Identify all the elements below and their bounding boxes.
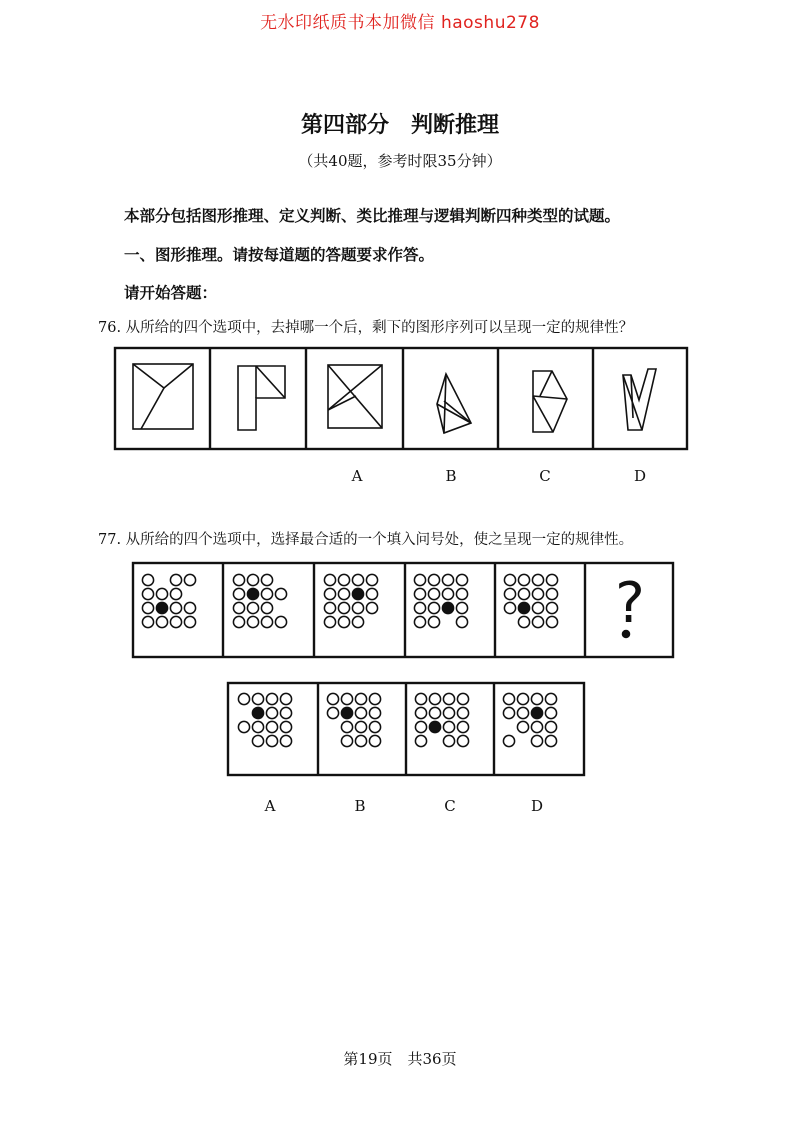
open-dot bbox=[517, 721, 528, 732]
open-dot bbox=[457, 693, 468, 704]
open-dot bbox=[457, 735, 468, 746]
filled-dot bbox=[518, 602, 529, 613]
open-dot bbox=[443, 707, 454, 718]
open-dot bbox=[142, 574, 153, 585]
q77-figure-1 bbox=[142, 574, 195, 627]
q77-figure-5 bbox=[504, 574, 557, 627]
open-dot bbox=[443, 693, 454, 704]
open-dot bbox=[366, 588, 377, 599]
open-dot bbox=[428, 574, 439, 585]
q77-option-c-label[interactable]: C bbox=[444, 797, 456, 815]
open-dot bbox=[518, 588, 529, 599]
open-dot bbox=[156, 588, 167, 599]
q77-option-a bbox=[238, 693, 291, 746]
q77-figure-3 bbox=[324, 574, 377, 627]
q77-figure-2 bbox=[233, 574, 286, 627]
open-dot bbox=[442, 588, 453, 599]
section-title: 第四部分 判断推理 bbox=[300, 113, 499, 138]
open-dot bbox=[355, 693, 366, 704]
open-dot bbox=[355, 721, 366, 732]
open-dot bbox=[352, 574, 363, 585]
open-dot bbox=[443, 721, 454, 732]
question-77-text: 77. 从所给的四个选项中，选择最合适的一个填入问号处，使之呈现一定的规律性。 bbox=[98, 532, 634, 548]
open-dot bbox=[338, 616, 349, 627]
open-dot bbox=[415, 721, 426, 732]
open-dot bbox=[355, 735, 366, 746]
q76-option-b-label[interactable]: B bbox=[445, 467, 457, 485]
q77-option-a-label[interactable]: A bbox=[264, 797, 276, 815]
open-dot bbox=[504, 574, 515, 585]
open-dot bbox=[324, 574, 335, 585]
open-dot bbox=[503, 735, 514, 746]
open-dot bbox=[238, 721, 249, 732]
open-dot bbox=[341, 693, 352, 704]
open-dot bbox=[532, 602, 543, 613]
open-dot bbox=[532, 616, 543, 627]
q76-option-d-label[interactable]: D bbox=[633, 467, 647, 485]
open-dot bbox=[338, 602, 349, 613]
open-dot bbox=[233, 588, 244, 599]
open-dot bbox=[456, 574, 467, 585]
intro-line-3: 请开始答题： bbox=[124, 284, 218, 302]
question-mark-cell: ? bbox=[615, 571, 645, 636]
open-dot bbox=[327, 707, 338, 718]
open-dot bbox=[504, 602, 515, 613]
open-dot bbox=[366, 602, 377, 613]
open-dot bbox=[503, 707, 514, 718]
filled-dot bbox=[429, 721, 440, 732]
open-dot bbox=[170, 616, 181, 627]
open-dot bbox=[142, 602, 153, 613]
open-dot bbox=[280, 735, 291, 746]
open-dot bbox=[428, 616, 439, 627]
open-dot bbox=[324, 588, 335, 599]
open-dot bbox=[443, 735, 454, 746]
open-dot bbox=[415, 707, 426, 718]
open-dot bbox=[266, 721, 277, 732]
open-dot bbox=[252, 693, 263, 704]
open-dot bbox=[266, 707, 277, 718]
open-dot bbox=[266, 735, 277, 746]
open-dot bbox=[261, 602, 272, 613]
q77-option-d bbox=[503, 693, 556, 746]
open-dot bbox=[280, 693, 291, 704]
open-dot bbox=[324, 616, 335, 627]
open-dot bbox=[517, 707, 528, 718]
q76-option-a-label[interactable]: A bbox=[351, 467, 363, 485]
open-dot bbox=[261, 574, 272, 585]
open-dot bbox=[531, 735, 542, 746]
open-dot bbox=[546, 588, 557, 599]
open-dot bbox=[414, 588, 425, 599]
open-dot bbox=[518, 574, 529, 585]
intro-line-1: 本部分包括图形推理、定义判断、类比推理与逻辑判断四种类型的试题。 bbox=[124, 207, 621, 225]
open-dot bbox=[546, 602, 557, 613]
page-number: 第19页 共36页 bbox=[343, 1050, 457, 1068]
filled-dot bbox=[531, 707, 542, 718]
q77-frame-top bbox=[133, 563, 673, 657]
question-76-text: 76. 从所给的四个选项中，去掉哪一个后，剩下的图形序列可以呈现一定的规律性？ bbox=[98, 320, 634, 336]
open-dot bbox=[518, 616, 529, 627]
open-dot bbox=[324, 602, 335, 613]
open-dot bbox=[457, 721, 468, 732]
open-dot bbox=[327, 693, 338, 704]
intro-line-2: 一、图形推理。请按每道题的答题要求作答。 bbox=[124, 246, 435, 264]
open-dot bbox=[532, 574, 543, 585]
q77-option-b-label[interactable]: B bbox=[354, 797, 366, 815]
open-dot bbox=[369, 735, 380, 746]
open-dot bbox=[369, 693, 380, 704]
open-dot bbox=[352, 602, 363, 613]
open-dot bbox=[457, 707, 468, 718]
open-dot bbox=[338, 574, 349, 585]
section-subtitle: （共40题，参考时限35分钟） bbox=[298, 152, 502, 170]
open-dot bbox=[247, 574, 258, 585]
q77-option-d-label[interactable]: D bbox=[530, 797, 544, 815]
open-dot bbox=[252, 721, 263, 732]
open-dot bbox=[142, 616, 153, 627]
open-dot bbox=[456, 602, 467, 613]
open-dot bbox=[503, 693, 514, 704]
open-dot bbox=[280, 721, 291, 732]
watermark-text: 无水印纸质书本加微信 haoshu278 bbox=[260, 13, 540, 33]
q76-option-c-label[interactable]: C bbox=[539, 467, 551, 485]
open-dot bbox=[233, 602, 244, 613]
open-dot bbox=[369, 707, 380, 718]
open-dot bbox=[247, 602, 258, 613]
open-dot bbox=[414, 602, 425, 613]
open-dot bbox=[415, 693, 426, 704]
open-dot bbox=[275, 616, 286, 627]
open-dot bbox=[261, 616, 272, 627]
open-dot bbox=[275, 588, 286, 599]
open-dot bbox=[338, 588, 349, 599]
q77-option-b bbox=[327, 693, 380, 746]
open-dot bbox=[252, 735, 263, 746]
open-dot bbox=[170, 602, 181, 613]
open-dot bbox=[352, 616, 363, 627]
open-dot bbox=[442, 574, 453, 585]
open-dot bbox=[184, 602, 195, 613]
filled-dot bbox=[442, 602, 453, 613]
q77-figure-4 bbox=[414, 574, 467, 627]
open-dot bbox=[233, 616, 244, 627]
open-dot bbox=[280, 707, 291, 718]
open-dot bbox=[429, 707, 440, 718]
open-dot bbox=[170, 588, 181, 599]
open-dot bbox=[428, 602, 439, 613]
open-dot bbox=[531, 721, 542, 732]
open-dot bbox=[456, 588, 467, 599]
open-dot bbox=[266, 693, 277, 704]
open-dot bbox=[414, 616, 425, 627]
open-dot bbox=[156, 616, 167, 627]
open-dot bbox=[517, 693, 528, 704]
open-dot bbox=[545, 707, 556, 718]
open-dot bbox=[184, 616, 195, 627]
open-dot bbox=[142, 588, 153, 599]
open-dot bbox=[545, 735, 556, 746]
open-dot bbox=[504, 588, 515, 599]
open-dot bbox=[170, 574, 181, 585]
open-dot bbox=[355, 707, 366, 718]
open-dot bbox=[545, 721, 556, 732]
open-dot bbox=[531, 693, 542, 704]
open-dot bbox=[428, 588, 439, 599]
filled-dot bbox=[352, 588, 363, 599]
q77-option-c bbox=[415, 693, 468, 746]
open-dot bbox=[261, 588, 272, 599]
open-dot bbox=[414, 574, 425, 585]
filled-dot bbox=[252, 707, 263, 718]
open-dot bbox=[429, 693, 440, 704]
open-dot bbox=[532, 588, 543, 599]
open-dot bbox=[366, 574, 377, 585]
open-dot bbox=[545, 693, 556, 704]
open-dot bbox=[238, 693, 249, 704]
open-dot bbox=[247, 616, 258, 627]
open-dot bbox=[184, 574, 195, 585]
filled-dot bbox=[247, 588, 258, 599]
open-dot bbox=[341, 735, 352, 746]
filled-dot bbox=[341, 707, 352, 718]
open-dot bbox=[233, 574, 244, 585]
filled-dot bbox=[156, 602, 167, 613]
open-dot bbox=[369, 721, 380, 732]
open-dot bbox=[456, 616, 467, 627]
open-dot bbox=[546, 616, 557, 627]
open-dot bbox=[546, 574, 557, 585]
open-dot bbox=[341, 721, 352, 732]
open-dot bbox=[415, 735, 426, 746]
